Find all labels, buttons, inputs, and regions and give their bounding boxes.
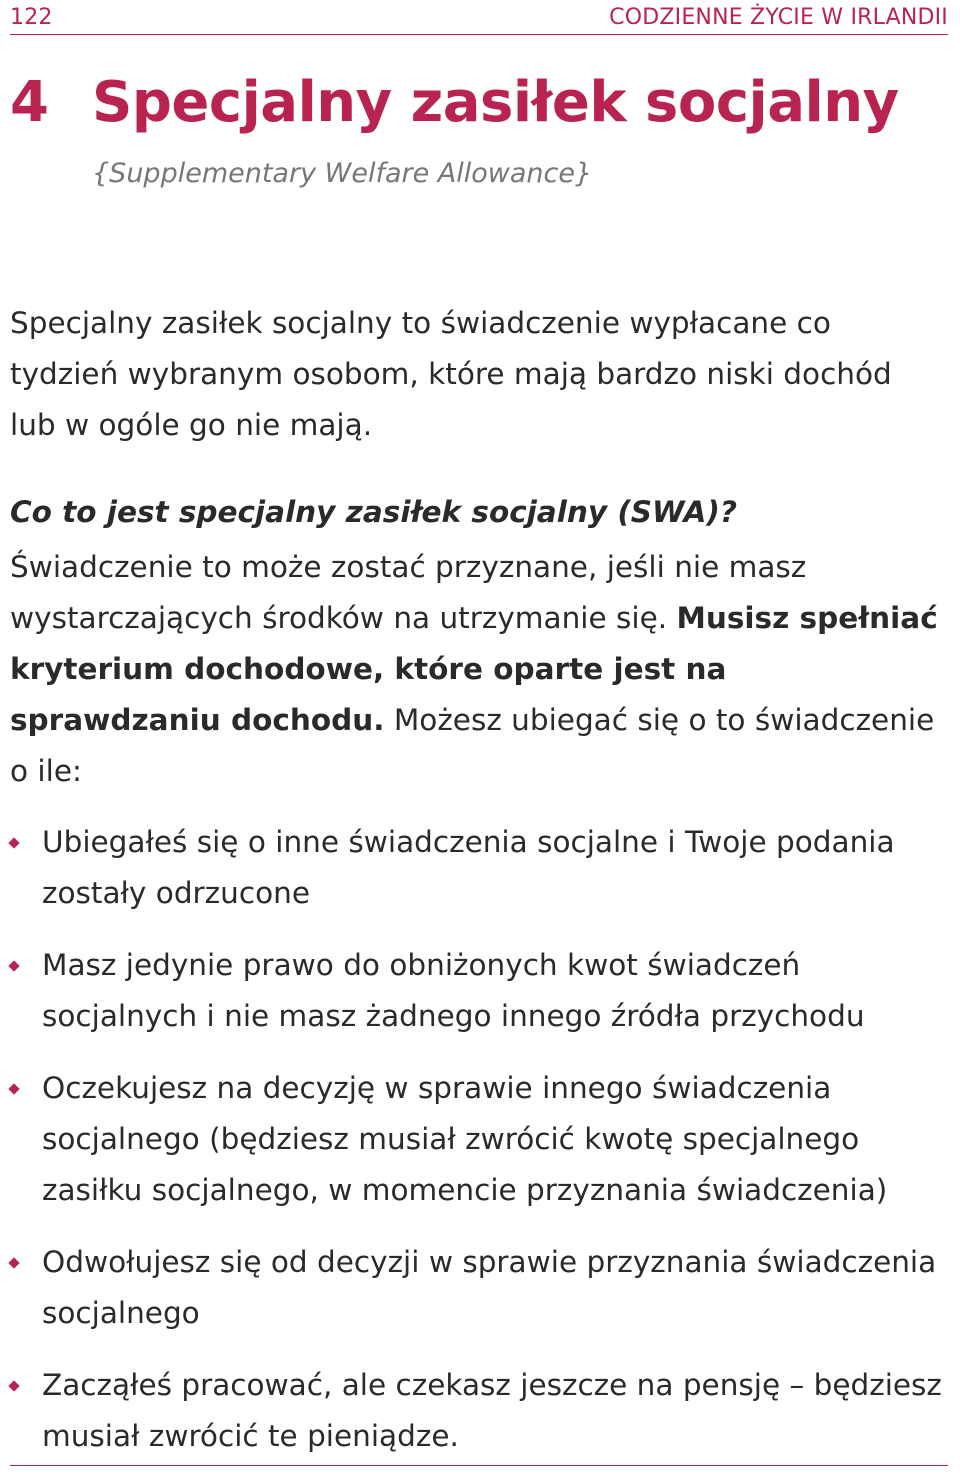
body-content — [10, 298, 946, 1483]
chapter-number: 4 — [10, 70, 49, 135]
list-item — [10, 1063, 946, 1216]
answer-text-1: Świadczenie to może zostać przyznane, jeśli nie masz wystarczających środków na utrzymanie się. — [10, 550, 807, 635]
eligibility-list — [10, 817, 946, 1462]
list-item-text: Zacząłeś pracować, ale czekasz jeszcze na pensję – będziesz musiał zwrócić te pieniądze. — [42, 1368, 942, 1453]
list-item — [10, 940, 946, 1042]
chapter-title: Specjalny zasiłek socjalny — [92, 70, 899, 135]
list-item — [10, 1360, 946, 1462]
answer-text-2: Możesz ubiegać się o to świadczenie o ile: — [10, 703, 935, 788]
diamond-bullet-icon — [8, 960, 19, 971]
list-item-text: Ubiegałeś się o inne świadczenia socjalne i Twoje podania zostały odrzucone — [42, 825, 895, 910]
question-heading: Co to jest specjalny zasiłek socjalny (SWA)? — [10, 495, 737, 529]
list-item-text: Odwołujesz się od decyzji w sprawie przyznania świadczenia socjalnego — [42, 1245, 937, 1330]
diamond-bullet-icon — [8, 837, 19, 848]
list-item-text: Oczekujesz na decyzję w sprawie innego świadczenia socjalnego (będziesz musiał zwrócić kwotę specjalnego zasiłku socjalnego, w momencie przyznania świadczenia) — [42, 1071, 888, 1207]
diamond-bullet-icon — [8, 1083, 19, 1094]
footer-divider — [10, 1465, 948, 1466]
diamond-bullet-icon — [8, 1380, 19, 1391]
page-header — [10, 0, 948, 35]
list-item — [10, 1237, 946, 1339]
answer-paragraph — [10, 542, 946, 797]
chapter-subtitle: {Supplementary Welfare Allowance} — [92, 158, 593, 189]
diamond-bullet-icon — [8, 1257, 19, 1268]
answer-bold-text: Musisz spełniać kryterium dochodowe, które oparte jest na sprawdzaniu dochodu. — [10, 601, 938, 737]
chapter-heading — [10, 70, 899, 135]
list-item-text: Masz jedynie prawo do obniżonych kwot świadczeń socjalnych i nie masz żadnego innego źródła przychodu — [42, 948, 865, 1033]
intro-paragraph: Specjalny zasiłek socjalny to świadczenie wypłacane co tydzień wybranym osobom, które mają bardzo niski dochód lub w ogóle go nie mają. — [10, 306, 892, 442]
page-number: 122 — [10, 4, 53, 30]
running-title: CODZIENNE ŻYCIE W IRLANDII — [609, 4, 948, 30]
list-item — [10, 817, 946, 919]
